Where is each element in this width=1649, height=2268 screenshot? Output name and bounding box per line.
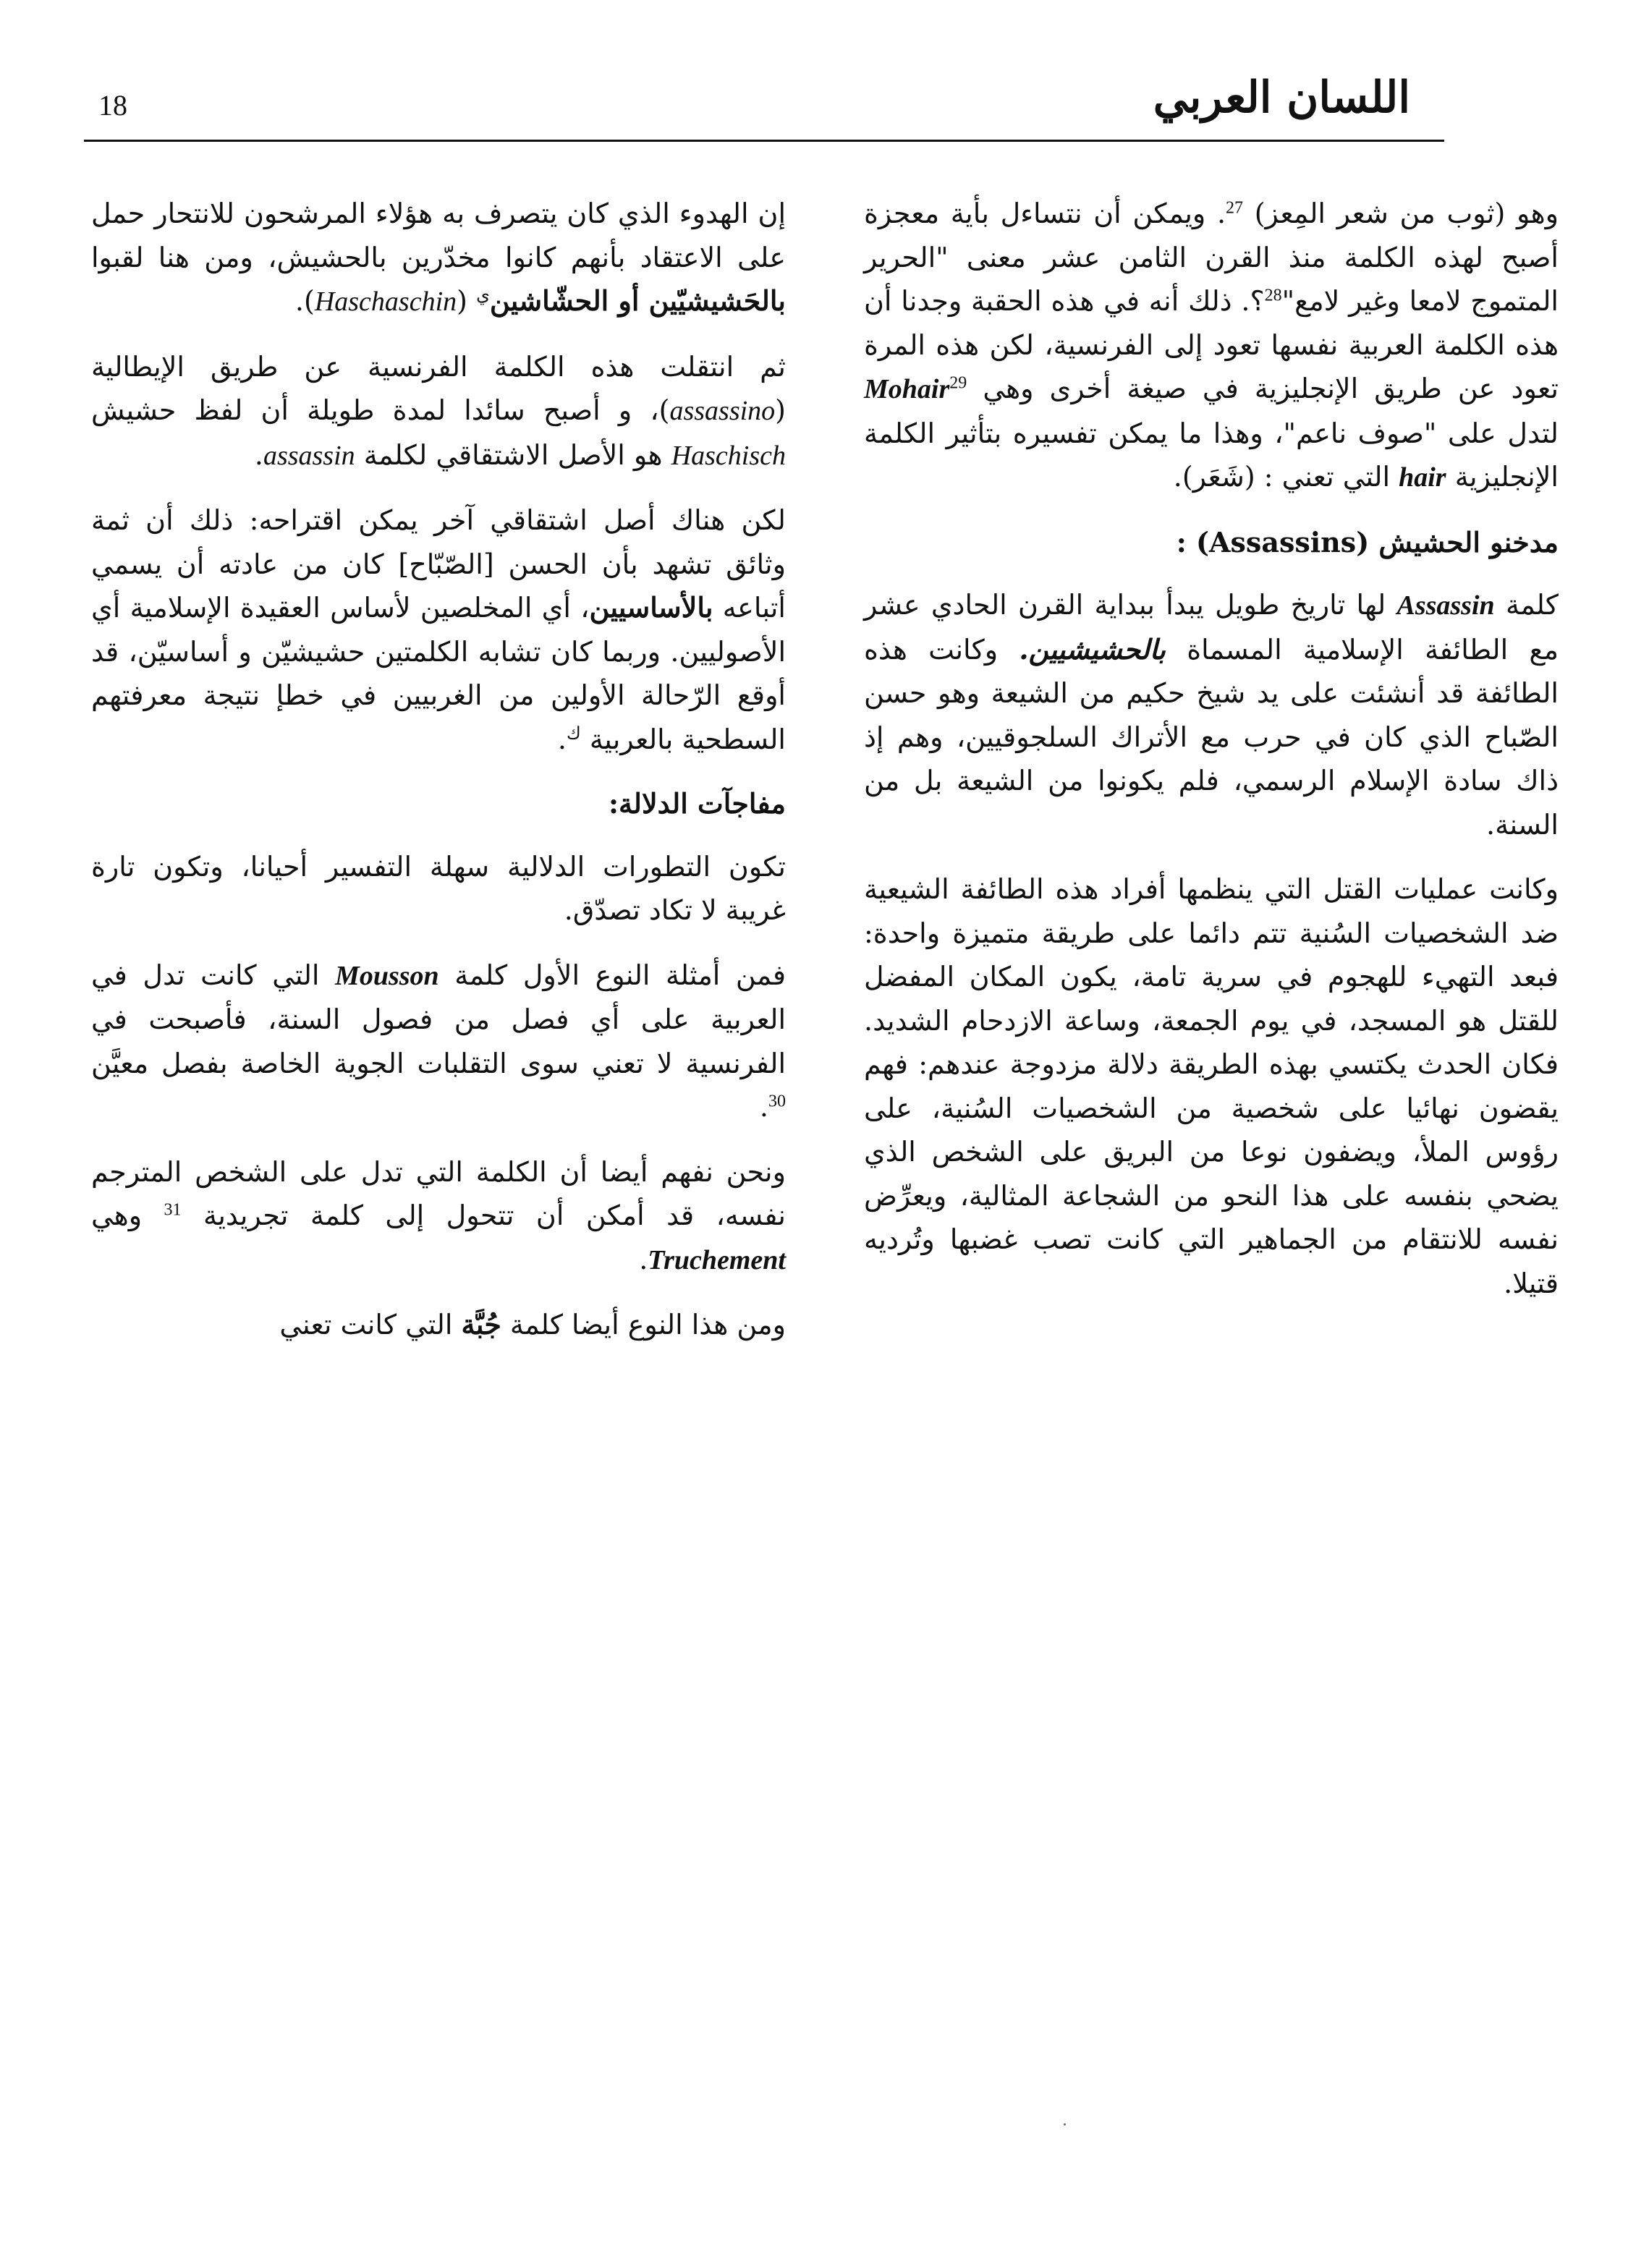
text-run: ). xyxy=(294,285,315,317)
text-run: التي كانت تعني xyxy=(279,1309,453,1341)
text-run: التي كانت تدل في العربية على أي فصل من فصول السنة، فأصبحت في الفرنسية لا تعني سوى التقلبات الجوية الخاصة بفصل معيَّن xyxy=(91,959,786,1079)
footnote-ref: ي xyxy=(476,286,490,305)
emphasized-term: جُبَّة xyxy=(461,1308,501,1341)
left-column xyxy=(91,192,786,1367)
journal-title-logo: اللسان العربي xyxy=(1153,72,1410,123)
paragraph xyxy=(864,192,1559,500)
text-run: )، و أصبح سائدا لمدة طويلة أن لفظ حشيش xyxy=(91,394,670,426)
text-run: كلمة xyxy=(1505,589,1559,621)
paragraph xyxy=(91,1303,786,1347)
text-run: ونحن نفهم أيضا أن الكلمة التي تدل على الشخص المترجم نفسه، قد أمكن أن تتحول إلى كلمة تجريدية xyxy=(91,1155,786,1231)
page-number: 18 xyxy=(98,89,127,122)
paragraph xyxy=(91,498,786,761)
header-rule xyxy=(84,140,1444,142)
footnote-ref: 29 xyxy=(949,373,967,393)
text-run: . xyxy=(759,1091,768,1123)
text-run: . xyxy=(557,723,567,755)
emphasized-term: بالحشيشيين. xyxy=(1019,632,1166,666)
paragraph xyxy=(91,345,786,478)
section-heading: مدخنو الحشيش (Assassins) : xyxy=(1176,525,1559,558)
foreign-term: Haschaschin xyxy=(314,286,457,317)
footnote-ref: 27 xyxy=(1226,198,1244,218)
text-run: ثم انتقلت هذه الكلمة الفرنسية عن طريق الإيطالية ( xyxy=(91,350,786,426)
text-run: . xyxy=(254,438,263,471)
right-column xyxy=(864,192,1559,1326)
text-run: ، أي المخلصين لأساس العقيدة الإسلامية أي الأصوليين. وربما كان تشابه الكلمتين حشيشيّن و أساسيّن، قد أوقع الرّحالة الأولين من الغربيين في خطإ نتيجة معرفتهم السطحية بالعربية xyxy=(91,592,786,755)
text-run: فمن أمثلة النوع الأول كلمة xyxy=(454,959,786,991)
paragraph xyxy=(91,954,786,1129)
foreign-term: hair xyxy=(1399,462,1446,493)
text-run: وهي xyxy=(91,1199,143,1231)
paragraph xyxy=(91,1150,786,1283)
footnote-ref: 30 xyxy=(768,1092,786,1111)
scan-speck xyxy=(1064,2123,1066,2125)
text-run: لكن هناك أصل اشتقاقي آخر يمكن اقتراحه: ذلك أن ثمة وثائق تشهد بأن الحسن [الصّبّاح] كان من عادته أن يسمي أتباعه xyxy=(91,504,786,624)
text-run: لها تاريخ طويل يبدأ ببداية القرن الحادي عشر مع الطائفة الإسلامية المسماة xyxy=(864,589,1559,666)
emphasized-term: بالحَشيشيّين أو الحشّاشين xyxy=(489,284,786,317)
emphasized-term: بالأساسيين xyxy=(589,591,713,624)
text-run: وكانت هذه الطائفة قد أنشئت على يد شيخ حكيم من الشيعة وهو حسن الصّباح الذي كان في حرب مع الأتراك السلجوقيين، وهم إذ ذاك سادة الإسلام الرسمي، فلم يكونوا من الشيعة بل من السنة. xyxy=(864,633,1559,841)
paragraph xyxy=(91,192,786,324)
text-run: . xyxy=(639,1243,648,1275)
text-run: إن الهدوء الذي كان يتصرف به هؤلاء المرشحون للانتحار حمل على الاعتقاد بأنهم كانوا مخدّرين بالحشيش، ومن هنا لقبوا xyxy=(91,198,786,273)
section-heading: مفاجآت الدلالة: xyxy=(609,787,786,820)
paragraph xyxy=(864,583,1559,846)
foreign-term: Haschisch xyxy=(671,440,786,471)
footnote-ref: ك xyxy=(567,723,581,743)
paragraph: وكانت عمليات القتل التي ينظمها أفراد هذه الطائفة الشيعية ضد الشخصيات السُنية تتم دائما على طريقة متميزة واحدة: فبعد التهيء للهجوم في سرية تامة، يكون المكان المفضل للقتل هو المسجد، في يوم الجمعة، وساعة الازدحام الشديد. فكان الحدث يكتسي بهذه الطريقة دلالة مزدوجة عندهم: فهم يقضون نهائيا على شخصية من الشخصيات السُنية، على رؤوس الملأ، ويضفون نوعا من البريق على الشخص الذي يضحي بنفسه على هذا النحو من الشجاعة المثالية، ويعرِّض نفسه للانتقام من الجماهير التي كانت تصب غضبها وتُرديه قتيلا. xyxy=(864,873,1559,1299)
text-run: ( xyxy=(457,285,467,317)
foreign-term: assassino xyxy=(669,396,776,426)
text-run: . ويمكن أن نتساءل بأية معجزة أصبح لهذه الكلمة منذ القرن الثامن عشر معنى "الحرير المتموج لامعا وغير لامع" xyxy=(864,198,1559,317)
footnote-ref: 31 xyxy=(164,1200,182,1220)
foreign-term: Truchement xyxy=(648,1244,786,1275)
foreign-term: Assassin xyxy=(1396,590,1495,621)
text-run: ؟. ذلك أنه في هذه الحقبة وجدنا أن هذه الكلمة العربية نفسها تعود إلى الفرنسية، لكن هذه المرة تعود عن طريق الإنجليزية في صيغة أخرى وهي xyxy=(864,285,1559,404)
text-run: التي تعني : (شَعَر). xyxy=(1173,461,1391,493)
text-run: لتدل على "صوف ناعم"، وهذا ما يمكن تفسيره بتأثير الكلمة الإنجليزية xyxy=(864,417,1559,493)
text-run: وهو (ثوب من شعر المِعز) xyxy=(1254,198,1559,229)
paragraph: تكون التطورات الدلالية سهلة التفسير أحيانا، وتكون تارة غريبة لا تكاد تصدّق. xyxy=(91,850,786,926)
foreign-term: assassin xyxy=(263,440,355,471)
text-run: ومن هذا النوع أيضا كلمة xyxy=(509,1309,786,1341)
footnote-ref: 28 xyxy=(1264,286,1282,305)
foreign-term: Mohair xyxy=(864,374,950,404)
foreign-term: Mousson xyxy=(335,960,439,991)
text-run: هو الأصل الاشتقاقي لكلمة xyxy=(363,438,663,471)
